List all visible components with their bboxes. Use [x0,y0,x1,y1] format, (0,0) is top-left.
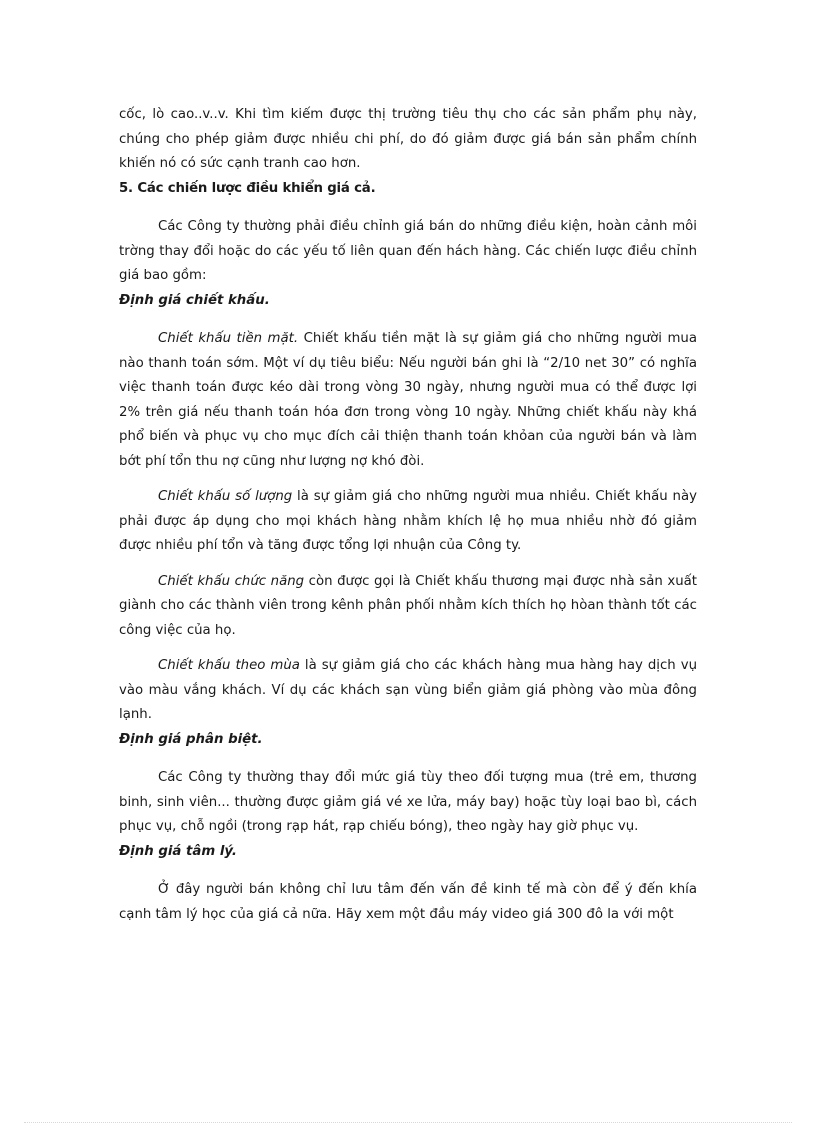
paragraph-psychological-pricing: Ở đây người bán không chỉ lưu tâm đến vấn đề kinh tế mà còn để ý đến khía cạnh tâm lý học của giá cả nữa. Hãy xem một đầu máy video giá 300 đô la với một [119,882,697,922]
term-cash-discount: Chiết khấu tiền mặt. [158,331,299,346]
subheading-discount-pricing: Định giá chiết khấu. [119,292,270,308]
document-body [119,103,697,927]
paragraph-cash-discount [119,327,697,474]
text-quantity-discount: là sự giảm giá cho những người mua nhiều. Chiết khấu này phải được áp dụng cho mọi khách hàng nhằm khích lệ họ mua nhiều nhờ đó giảm được nhiều phí tổn và tăng được tổng lợi nhuận của Công ty. [119,489,698,553]
paragraph-strategies-intro: Các Công ty thường phải điều chỉnh giá bán do những điều kiện, hoàn cảnh môi trờng thay đổi hoặc do các yếu tố liên quan đến hách hàng. Các chiến lược điều chỉnh giá bao gồm: [119,219,697,283]
paragraph-discriminatory-pricing: Các Công ty thường thay đổi mức giá tùy theo đối tượng mua (trẻ em, thương binh, sinh viên... thường được giảm giá vé xe lửa, máy bay) hoặc tùy loại bao bì, cách phục vụ, chỗ ngồi (trong rạp hát, rạp chiếu bóng), theo ngày hay giờ phục vụ. [119,770,697,834]
subheading-psychological-pricing: Định giá tâm lý. [119,843,237,859]
paragraph-functional-discount [119,570,697,644]
term-quantity-discount: Chiết khấu số lượng [158,489,293,504]
text-seasonal-discount: là sự giảm giá cho các khách hàng mua hàng hay dịch vụ vào màu vắng khách. Ví dụ các khách sạn vùng biển giảm giá phòng vào mùa đông lạnh. [119,658,697,722]
paragraph-quantity-discount [119,485,697,559]
paragraph-byproducts: cốc, lò cao..v..v. Khi tìm kiếm được thị trường tiêu thụ cho các sản phẩm phụ này, chúng cho phép giảm được nhiều chi phí, do đó giảm được giá bán sản phẩm chính khiến nó có sức cạnh tranh cao hơn. [119,107,697,171]
term-seasonal-discount: Chiết khấu theo mùa [158,658,300,673]
subheading-discriminatory-pricing: Định giá phân biệt. [119,731,263,747]
text-cash-discount: Chiết khấu tiền mặt là sự giảm giá cho những người mua nào thanh toán sớm. Một ví dụ tiêu biểu: Nếu người bán ghi là “2/10 net 30” có nghĩa việc thanh toán được kéo dài trong vòng 30 ngày, nhưng người mua có thể được lợi 2% trên giá nếu thanh toán hóa đơn trong vòng 10 ngày. Những chiết khấu này khá phổ biến và phục vụ cho mục đích cải thiện thanh toán khỏan của người bán và làm bớt phí tổn thu nợ cũng như lượng nợ khó đòi. [119,331,697,469]
section-heading-5: 5. Các chiến lược điều khiển giá cả. [119,180,376,196]
paragraph-seasonal-discount [119,654,697,728]
term-functional-discount: Chiết khấu chức năng [158,573,305,589]
text-functional-discount: còn được gọi là Chiết khấu thương mại được nhà sản xuất giành cho các thành viên trong kênh phân phối nhằm kích thích họ hòan thành tốt các công việc của họ. [119,573,697,638]
